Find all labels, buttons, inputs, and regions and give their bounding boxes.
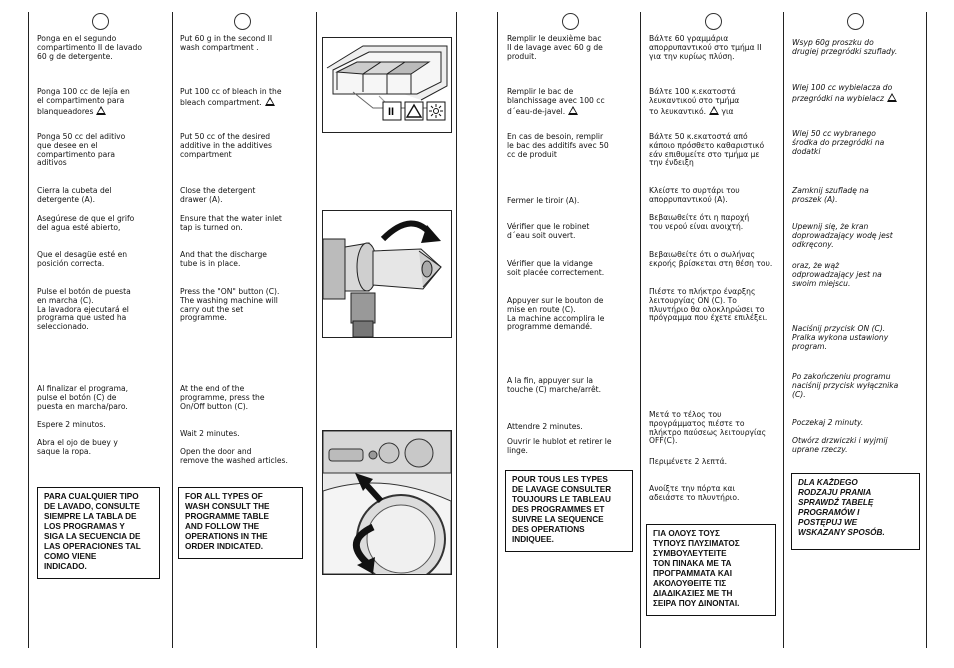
instruction-paragraph <box>507 377 634 395</box>
instruction-paragraph <box>37 88 162 116</box>
water-tap-illustration <box>322 210 452 338</box>
instruction-paragraph <box>180 215 310 233</box>
instruction-text: At the end of the programme, press the On/Off button (C). <box>180 384 265 411</box>
instruction-text: Open the door and remove the washed articles. <box>180 447 288 465</box>
instruction-text: Upewnij się, że kran doprowadzający wodę jest odkręcony. <box>792 222 893 249</box>
instruction-paragraph <box>649 214 779 232</box>
instruction-text: Fermer le tiroir (A). <box>507 196 580 205</box>
language-marker-circle <box>92 13 109 30</box>
detergent-drawer-illustration <box>322 37 452 133</box>
instruction-text: Μετά το τέλος του προγράμματος πιέστε το πλήκτρο παύσεως λειτουργίας OFF(C). <box>649 410 767 446</box>
bleach-triangle-icon <box>709 106 719 115</box>
instruction-paragraph <box>649 251 779 269</box>
instruction-paragraph <box>37 133 162 168</box>
column-divider <box>640 12 641 648</box>
instruction-paragraph <box>507 223 634 241</box>
drawer-label-II: II <box>388 106 395 118</box>
column-divider <box>456 12 457 648</box>
instruction-paragraph <box>37 187 162 205</box>
instruction-text: Cierra la cubeta del detergente (A). <box>37 186 112 204</box>
instruction-paragraph <box>507 35 634 61</box>
instruction-paragraph <box>792 373 920 399</box>
instruction-text: Po zakończeniu programu naciśnij przycisk wyłącznika (C). <box>792 372 899 399</box>
instruction-text: Zamknij szufladę na proszek (A). <box>792 186 869 204</box>
instruction-paragraph <box>792 223 920 249</box>
instruction-paragraph <box>180 288 310 323</box>
instruction-text: Otwórz drzwiczki i wyjmij uprane rzeczy. <box>792 436 888 454</box>
instruction-paragraph <box>792 419 920 428</box>
instruction-text: oraz, że wąż odprowadzający jest na swoim miejscu. <box>792 261 882 288</box>
instruction-paragraph <box>649 88 779 116</box>
programme-table-notice: FOR ALL TYPES OF WASH CONSULT THE PROGRAMME TABLE AND FOLLOW THE OPERATIONS IN THE ORDER INDICATED. <box>178 487 303 559</box>
column-divider <box>28 12 29 648</box>
column-divider <box>783 12 784 648</box>
instruction-text: A la fin, appuyer sur la touche (C) marche/arrêt. <box>507 376 602 394</box>
washing-machine-door-illustration <box>322 430 452 575</box>
instruction-paragraph <box>792 262 920 288</box>
language-marker-circle <box>562 13 579 30</box>
instruction-text: Pulse el botón de puesta en marcha (C). La lavadora ejecutará el programa que usted ha seleccionado. <box>37 287 131 332</box>
programme-table-notice: DLA KAŻDEGO RODZAJU PRANIA SPRAWDŹ TABELĘ PROGRAMÓW I POSTĘPUJ WE WSKAZANY SPOSÓB. <box>791 473 920 550</box>
instruction-text: Ponga 50 cc del aditivo que desee en el compartimento para aditivos <box>37 132 126 168</box>
instruction-paragraph <box>507 197 634 206</box>
instruction-paragraph <box>180 35 310 53</box>
instruction-paragraph <box>507 260 634 278</box>
instruction-text: Ponga en el segundo compartimento II de lavado 60 g de detergente. <box>37 34 142 61</box>
bleach-triangle-icon <box>96 106 106 115</box>
instruction-text: Poczekaj 2 minuty. <box>792 418 864 427</box>
instruction-paragraph <box>649 187 779 205</box>
instruction-paragraph <box>180 187 310 205</box>
instruction-text: Remplir le bac de blanchissage avec 100 cc d´eau-de-javel. <box>507 87 605 116</box>
instruction-text: Ανοίξτε την πόρτα και αδειάστε το πλυντήριο. <box>649 484 740 502</box>
column-divider <box>172 12 173 648</box>
instruction-text: Put 100 cc of bleach in the bleach compartment. <box>180 87 282 107</box>
language-marker-circle <box>234 13 251 30</box>
instruction-text: Close the detergent drawer (A). <box>180 186 256 204</box>
instruction-text: Abra el ojo de buey y saque la ropa. <box>37 438 118 456</box>
instruction-text: Espere 2 minutos. <box>37 420 106 429</box>
instruction-text: Que el desagüe esté en posición correcta. <box>37 250 128 268</box>
instruction-paragraph <box>649 411 779 446</box>
instruction-paragraph <box>507 423 634 432</box>
instruction-text: Βεβαιωθείτε ότι ο σωλήνας εκροής βρίσκεται στη θέση του. <box>649 250 773 268</box>
instruction-text: Βάλτε 100 κ.εκατοστά λευκαντικού στο τμήμα το λευκαντικό. <box>649 87 740 116</box>
instruction-text: Appuyer sur le bouton de mise en route (C). La machine accomplira le programme demandé. <box>507 296 605 332</box>
instruction-paragraph <box>507 438 634 456</box>
instruction-text: Βεβαιωθείτε ότι η παροχή του νερού είναι ανοιχτή. <box>649 213 750 231</box>
programme-table-notice: POUR TOUS LES TYPES DE LAVAGE CONSULTER TOUJOURS LE TABLEAU DES PROGRAMMES ET SUIVRE LA SEQUENCE DES OPERATIONS INDIQUEE. <box>505 470 633 552</box>
bleach-triangle-icon <box>265 97 275 106</box>
instruction-paragraph <box>37 251 162 269</box>
instruction-paragraph <box>180 251 310 269</box>
instruction-text: And that the discharge tube is in place. <box>180 250 267 268</box>
language-marker-circle <box>705 13 722 30</box>
instruction-text: Asegúrese de que el grifo del agua esté abierto, <box>37 214 135 232</box>
instruction-text: Vérifier que le robinet d´eau soit ouvert. <box>507 222 590 240</box>
instruction-paragraph <box>649 458 779 467</box>
instruction-text: Put 50 cc of the desired additive in the additives compartment <box>180 132 272 159</box>
instruction-paragraph <box>180 133 310 159</box>
column-divider <box>497 12 498 648</box>
instruction-paragraph <box>792 437 920 455</box>
instruction-text: Remplir le deuxième bac II de lavage avec 60 g de produit. <box>507 34 603 61</box>
instruction-text: Wlej 50 cc wybranego środka do przegródki na dodatki <box>792 129 885 156</box>
instruction-paragraph <box>507 133 634 159</box>
instruction-paragraph <box>37 215 162 233</box>
instruction-paragraph <box>180 430 310 439</box>
programme-table-notice: ΓΙΑ ΟΛΟΥΣ ΤΟΥΣ ΤΥΠΟΥΣ ΠΛΥΣΙΜΑΤΟΣ ΣΥΜΒΟΥΛΕΥΤΕΙΤΕ ΤΟΝ ΠΙΝΑΚΑ ΜΕ ΤΑ ΠΡΟΓΡΑΜΜΑΤΑ ΚΑΙ ΑΚΟΛΟΥΘΕΙΤΕ ΤΙΣ ΔΙΑΔΙΚΑΣΙΕΣ ΜΕ ΤΗ ΣΕΙΡΑ ΠΟΥ ΔΙΝΟΝΤΑΙ. <box>646 524 776 616</box>
instruction-paragraph <box>649 133 779 168</box>
instruction-text: Vérifier que la vidange soit placée correctement. <box>507 259 605 277</box>
instruction-paragraph <box>649 288 779 323</box>
instruction-paragraph <box>37 35 162 61</box>
instruction-paragraph <box>37 288 162 332</box>
instruction-text: Ensure that the water inlet tap is turned on. <box>180 214 282 232</box>
instruction-paragraph <box>37 421 162 430</box>
instruction-text: Put 60 g in the second II wash compartment . <box>180 34 273 52</box>
instruction-paragraph <box>649 485 779 503</box>
programme-table-notice: PARA CUALQUIER TIPO DE LAVADO, CONSULTE SIEMPRE LA TABLA DE LOS PROGRAMAS Y SIGA LA SECUENCIA DE LAS OPERACIONES TAL COMO VIENE INDICADO. <box>37 487 160 579</box>
instruction-text: Press the "ON" button (C). The washing machine will carry out the set programme. <box>180 287 280 323</box>
instruction-paragraph <box>507 297 634 332</box>
instruction-paragraph <box>792 39 920 57</box>
column-divider <box>316 12 317 648</box>
bleach-triangle-icon <box>887 93 897 102</box>
instruction-text: Wsyp 60g proszku do drugiej przegródki szuflady. <box>792 38 898 56</box>
instruction-text: Βάλτε 50 κ.εκατοστά από κάποιο πρόσθετο καθαριστικό εάν επιθυμείτε στο τμήμα με την ένδειξη <box>649 132 765 168</box>
instruction-paragraph <box>649 35 779 61</box>
instruction-text: En cas de besoin, remplir le bac des additifs avec 50 cc de produit <box>507 132 609 159</box>
instruction-text: Ouvrir le hublot et retirer le linge. <box>507 437 612 455</box>
instruction-text-suffix: για <box>719 106 734 116</box>
instruction-text: Wait 2 minutes. <box>180 429 240 438</box>
instruction-paragraph <box>792 187 920 205</box>
instruction-paragraph <box>37 439 162 457</box>
instruction-text: Περιμένετε 2 λεπτά. <box>649 457 727 466</box>
instruction-paragraph <box>792 84 920 104</box>
bleach-triangle-icon <box>568 106 578 115</box>
instruction-text: Al finalizar el programa, pulse el botón (C) de puesta en marcha/paro. <box>37 384 129 411</box>
instruction-paragraph <box>507 88 634 116</box>
column-divider <box>926 12 927 648</box>
instruction-text: Ponga 100 cc de lejía en el compartimento para blanqueadores <box>37 87 130 116</box>
instruction-paragraph <box>37 385 162 411</box>
language-marker-circle <box>847 13 864 30</box>
instruction-paragraph <box>792 325 920 351</box>
instruction-paragraph <box>180 448 310 466</box>
instruction-text: Πιέστε το πλήκτρο έναρξης λειτουργίας ON (C). Το πλυντήριο θα ολοκληρώσει το πρόγραμμα που έχετε επιλέξει. <box>649 287 768 323</box>
instruction-text: Attendre 2 minutes. <box>507 422 583 431</box>
instruction-text: Naciśnij przycisk ON (C). Pralka wykona ustawiony program. <box>792 324 889 351</box>
instruction-paragraph <box>180 385 310 411</box>
instruction-paragraph <box>792 130 920 156</box>
instruction-text: Wlej 100 cc wybielacza do przegródki na wybielacz <box>792 83 893 103</box>
instruction-paragraph <box>180 88 310 108</box>
instruction-text: Βάλτε 60 γραμμάρια απορρυπαντικού στο τμήμα II για την κυρίως πλύση. <box>649 34 762 61</box>
instruction-text: Κλείστε το συρτάρι του απορρυπαντικού (A). <box>649 186 740 204</box>
